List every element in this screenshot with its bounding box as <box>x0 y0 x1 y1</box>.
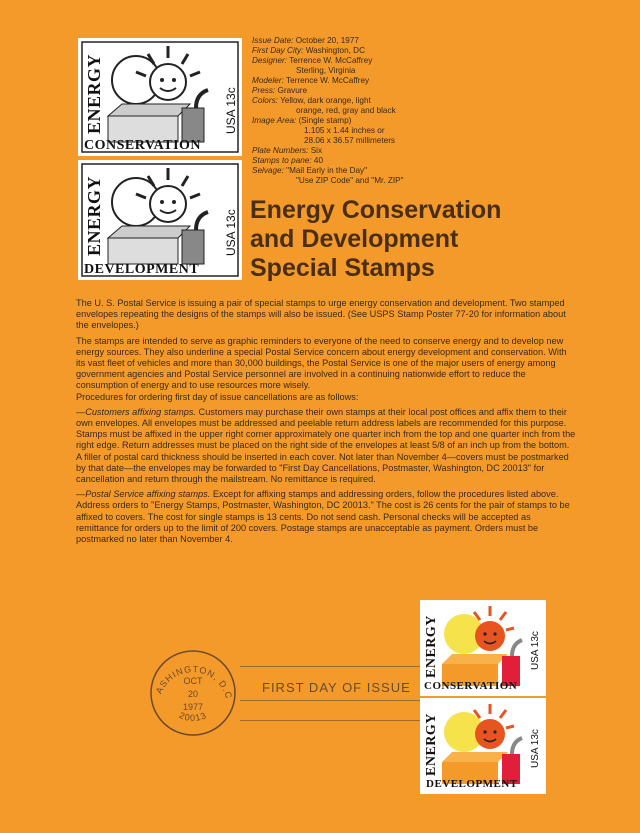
stamp-development-gray <box>78 160 242 280</box>
stamp-word-conservation: CONSERVATION <box>84 138 202 153</box>
paragraph-procedures: Procedures for ordering first day of issue cancellations are as follows: <box>76 391 359 402</box>
stamp-word-energy: ENERGY <box>84 53 104 134</box>
title-line-1: Energy Conservation <box>250 196 502 224</box>
stamp-word-development: DEVELOPMENT <box>426 778 518 790</box>
paragraph-customers: —Customers affixing stamps. Customers may purchase their own stamps at their local post offices and affix them to their own envelopes. All envelopes must be addressed and peelable return address labels are recommended for this purpose. Stamps must be affixed in the upper right corner approximately one quarter inch from the top and one quarter inch from the right edge. Return addresses must be placed on the right side of the envelopes at least 5/8 of an inch up from the bottom. A filler of postal card thickness should be inserted in each cover. Not later than November 4—covers must be postmarked by that date—the envelopes may be forwarded to "First Day Cancellations, Postmaster, Washington, DC 20013" for cancellation and return through the mailstream. No remittance is required. <box>76 406 576 485</box>
page-title <box>250 196 580 283</box>
cancel-line <box>240 700 424 701</box>
stamp-word-energy: ENERGY <box>84 175 104 256</box>
cancel-line <box>240 666 424 667</box>
stamp-conservation-gray <box>78 38 242 156</box>
postmark <box>148 648 238 738</box>
stamp-development-color <box>420 698 546 794</box>
title-line-3: Special Stamps <box>250 254 435 282</box>
stamp-word-conservation: CONSERVATION <box>424 680 518 692</box>
stamp-denomination: USA 13c <box>530 631 541 670</box>
postmark-circle <box>148 648 238 738</box>
stamp-word-energy: ENERGY <box>424 615 439 678</box>
postmark-zip: 20013 <box>177 709 209 723</box>
postmark-month: OCT <box>183 676 203 686</box>
postmark-year: 1977 <box>182 702 204 712</box>
first-day-of-issue-cancel: FIRST DAY OF ISSUE <box>262 680 411 695</box>
postmark-day: 20 <box>187 689 199 699</box>
stamp-specifications: Issue Date: October 20, 1977 First Day City: Washington, DC Designer: Terrence W. McCaffrey Sterling, Virginia Modeler: Terrence W. McCaffrey Press: Gravure Colors: Yellow, dark orange, light orange, red, gray and black Image Area: (Single stamp) 1.105 x 1.44 inches or 28.06 x 36.57 millimeters Plate Numbers: Six Stamps to pane: 40 Selvage: "Mail Early in the Day" "Use ZIP Code" and "Mr. ZIP" <box>252 36 404 185</box>
body-text <box>76 298 576 549</box>
postmark-city: ASHINGTON, D.C <box>153 664 235 701</box>
cancel-line <box>240 720 424 721</box>
stamp-denomination: USA 13c <box>224 209 238 256</box>
stamp-conservation-color <box>420 600 546 696</box>
stamp-denomination: USA 13c <box>224 87 238 134</box>
paragraph-postal-service: —Postal Service affixing stamps. Except for affixing stamps and addressing orders, follow the procedures listed above. Address orders to "Energy Stamps, Postmaster, Washington, DC 20013." The cost is 26 cents for the pair of stamps to be affixed to covers. The cost for single stamps is 13 cents. Do not send cash. Personal checks will be accepted as remittance for orders up to the limit of 200 covers. Postage stamps are unacceptable as payment. Orders must be postmarked no later than November 4. <box>76 489 570 545</box>
paragraph-intro: The U. S. Postal Service is issuing a pair of special stamps to urge energy conservation and development. Two stamped envelopes repeating the designs of the stamps will also be issued. (See USPS Stamp Poster 77-20 for information about the envelopes.) <box>76 298 566 331</box>
title-line-2: and Development <box>250 225 459 253</box>
paragraph-purpose: The stamps are intended to serve as graphic reminders to everyone of the need to conserve energy and to develop new energy sources. They also underline a special Postal Service concern about energy development and conservation. With its vast fleet of vehicles and more than 30,000 buildings, the Postal Service is one of the major users of energy among government agencies and Postal Service personnel are involved in a continuing nationwide effort to reduce the consumption of energy and to use resources more wisely. <box>76 335 567 391</box>
stamp-denomination: USA 13c <box>530 729 541 768</box>
stamp-word-development: DEVELOPMENT <box>84 262 200 277</box>
stamp-word-energy: ENERGY <box>424 713 439 776</box>
